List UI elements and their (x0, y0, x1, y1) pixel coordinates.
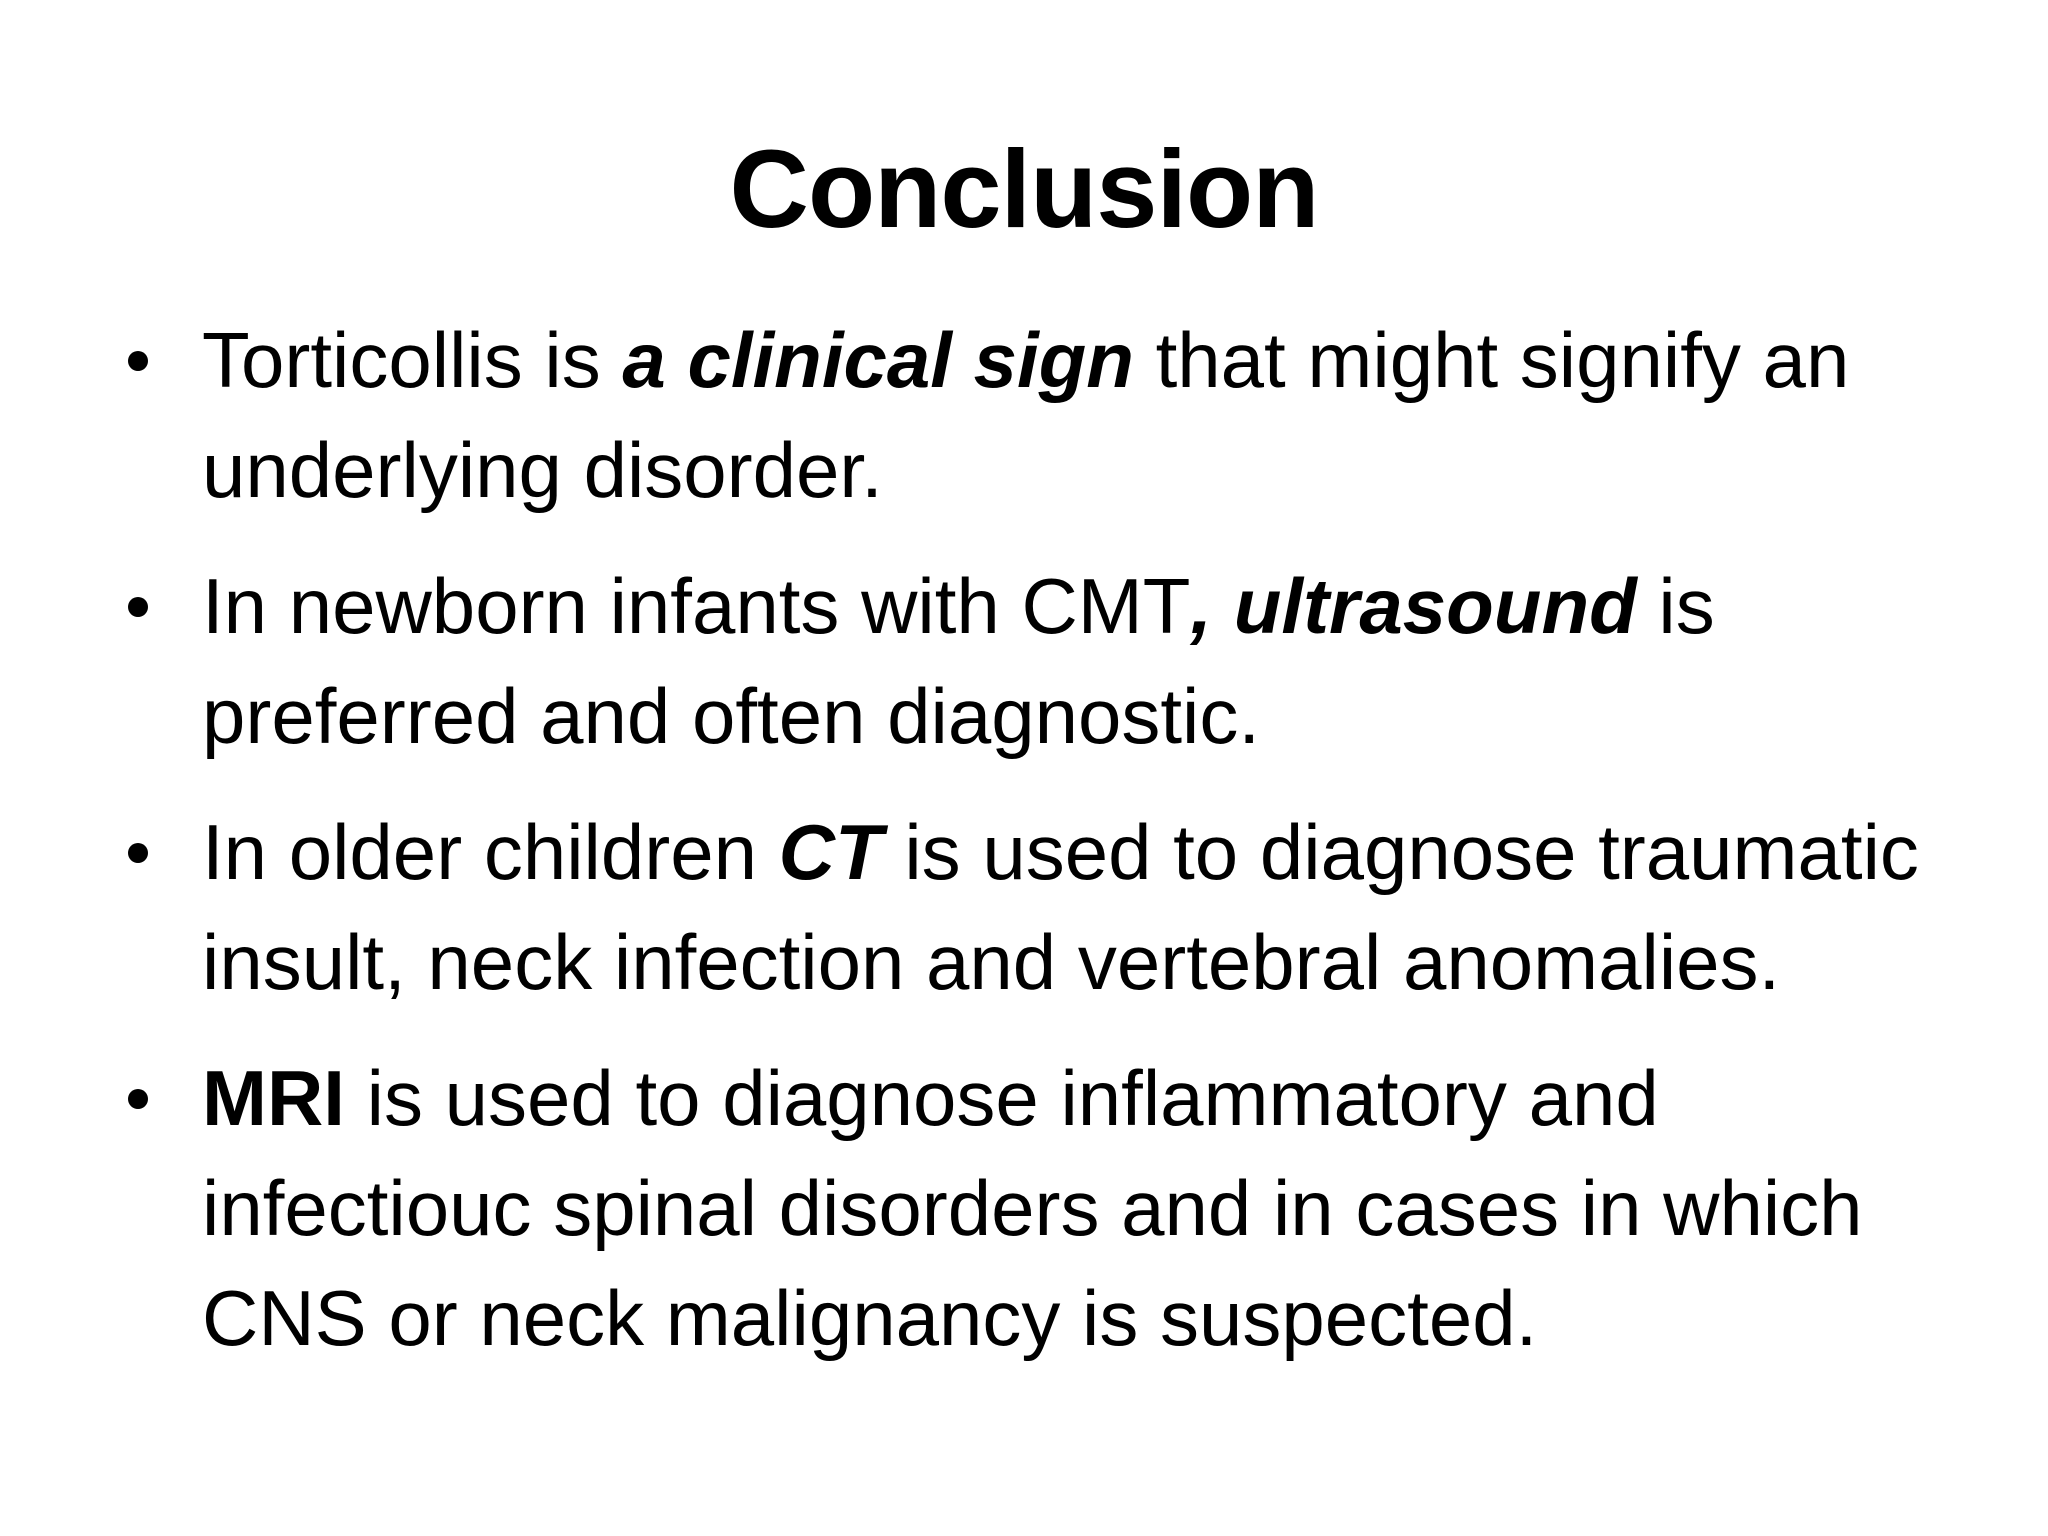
bullet-emphasis: , ultrasound (1190, 562, 1637, 650)
bullet-item-torticollis (120, 305, 1940, 525)
bullet-text: is used to diagnose inflammatory and infectiouc spinal disorders and in cases in which CNS or neck malignancy is suspected. (202, 1054, 1863, 1362)
bullet-emphasis: a clinical sign (622, 316, 1134, 404)
bullet-emphasis: MRI (202, 1054, 345, 1142)
bullet-text: is used to diagnose traumatic insult, neck infection and vertebral anomalies. (202, 808, 1919, 1006)
bullet-icon (128, 843, 148, 863)
bullet-icon (128, 1089, 148, 1109)
bullet-text: that might signify an underlying disorder. (202, 316, 1850, 514)
bullet-text: Torticollis is (202, 316, 623, 404)
bullet-emphasis: CT (778, 808, 883, 896)
bullet-icon (128, 597, 148, 617)
bullet-icon (128, 351, 148, 371)
bullet-text: is preferred and often diagnostic. (202, 562, 1715, 760)
bullet-text: In older children (202, 808, 779, 896)
bullet-text: In newborn infants with CMT (202, 562, 1191, 650)
bullet-item-mri (120, 1043, 1940, 1373)
bullet-item-ct (120, 797, 1940, 1017)
bullet-list (120, 305, 1940, 1399)
slide-title: Conclusion (729, 128, 1319, 251)
bullet-item-ultrasound (120, 551, 1940, 771)
